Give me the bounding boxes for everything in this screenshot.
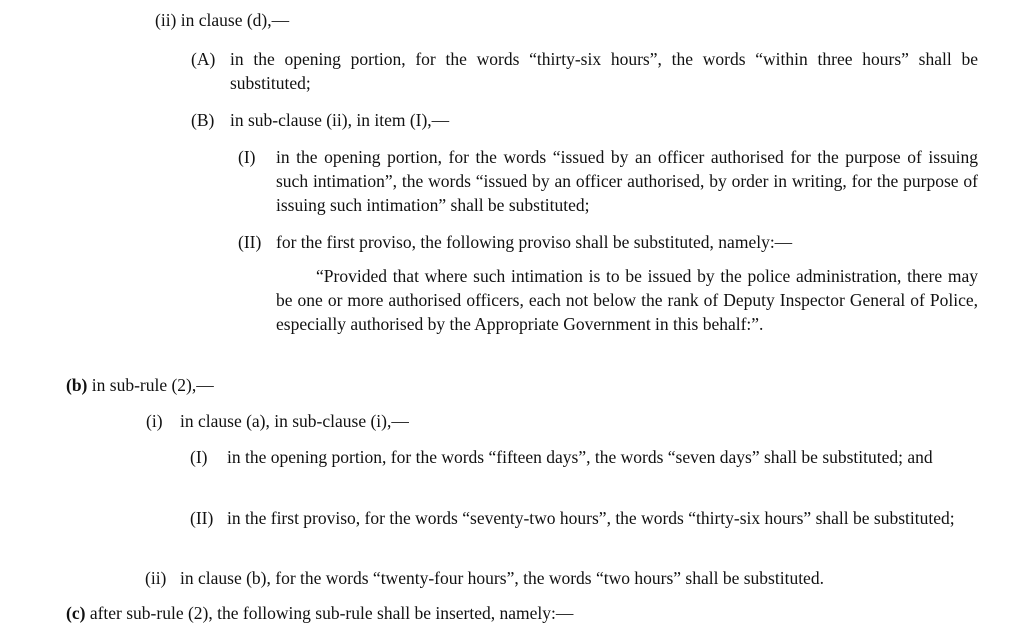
item-B-I-text: in the opening portion, for the words “issued by an officer authorised for the purpose of issuing such intimation”, the words “issued by an officer authorised, by order in writing, for the purpose of issuing such intimation” shall be substituted; [276, 147, 978, 215]
proviso-quote: “Provided that where such intimation is to be issued by the police administration, there may be one or more authorised officers, each not below the rank of Deputy Inspector General of Police, especially authorised by the Appropriate Government in this behalf:”. [276, 266, 978, 334]
item-b-text: in sub-rule (2),— [91, 375, 214, 395]
item-b-i-II-marker: (II) [190, 508, 214, 528]
item-b-i-I-text: in the opening portion, for the words “fifteen days”, the words “seven days” shall be substituted; and [227, 447, 933, 467]
item-b-ii-marker: (ii) [145, 568, 167, 588]
item-B-text: in sub-clause (ii), in item (I),— [230, 110, 450, 130]
item-B-II-marker: (II) [238, 232, 262, 252]
item-c-text: after sub-rule (2), the following sub-rule shall be inserted, namely:— [89, 603, 574, 623]
item-b-i-text: in clause (a), in sub-clause (i),— [180, 411, 409, 431]
item-b-ii-text: in clause (b), for the words “twenty-four hours”, the words “two hours” shall be substituted. [180, 568, 824, 588]
item-b-i-II-text: in the first proviso, for the words “seventy-two hours”, the words “thirty-six hours” shall be substituted; [227, 508, 955, 528]
clause-d-heading [155, 8, 289, 32]
item-b-i-I-marker: (I) [190, 447, 208, 467]
item-b-i-marker: (i) [146, 411, 163, 431]
item-B-II-text: for the first proviso, the following proviso shall be substituted, namely:— [276, 232, 793, 252]
item-A-text: in the opening portion, for the words “thirty-six hours”, the words “within three hours” shall be substituted; [230, 49, 978, 93]
item-b [66, 373, 214, 397]
item-B-I-marker: (I) [238, 147, 256, 167]
item-b-marker: (b) [66, 375, 88, 395]
item-c [66, 601, 573, 625]
item-B-marker: (B) [191, 110, 215, 130]
item-A-marker: (A) [191, 49, 216, 69]
clause-d-text: (ii) in clause (d),— [155, 10, 290, 30]
item-c-marker: (c) [66, 603, 86, 623]
